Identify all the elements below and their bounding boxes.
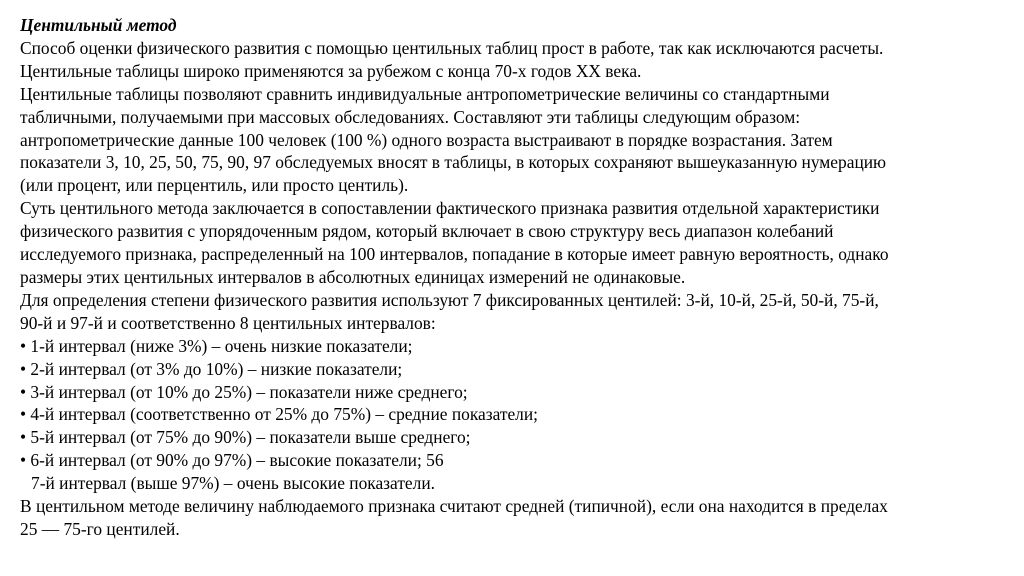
text-line: Для определения степени физического развития используют 7 фиксированных центилей: 3-й, 10-й, 25-й, 50-й, 75-й,: [20, 289, 879, 310]
document-page: [20, 14, 1010, 541]
text-line: Суть центильного метода заключается в сопоставлении фактического признака развития отдельной характеристики: [20, 198, 880, 219]
text-line: Способ оценки физического развития с помощью центильных таблиц прост в работе, так как исключаются расчеты.: [20, 37, 884, 58]
list-item: • 1-й интервал (ниже 3%) – очень низкие показатели;: [20, 335, 413, 356]
text-line: исследуемого признака, распределенный на 100 интервалов, попадание в которые имеет равную вероятность, однако: [20, 244, 889, 265]
list-item: • 5-й интервал (от 75% до 90%) – показатели выше среднего;: [20, 427, 471, 448]
text-line: Центильные таблицы позволяют сравнить индивидуальные антропометрические величины со стандартными: [20, 83, 830, 104]
text-line: табличными, получаемыми при массовых обследованиях. Составляют эти таблицы следующим образом:: [20, 106, 801, 127]
text-line: антропометрические данные 100 человек (100 %) одного возраста выстраивают в порядке возрастания. Затем: [20, 129, 833, 150]
list-item: • 3-й интервал (от 10% до 25%) – показатели ниже среднего;: [20, 381, 468, 402]
text-line: показатели 3, 10, 25, 50, 75, 90, 97 обследуемых вносят в таблицы, в которых сохраняют вышеуказанную нумерацию: [20, 152, 887, 173]
text-line: физического развития с упорядоченным рядом, который включает в свою структуру весь диапазон колебаний: [20, 221, 834, 242]
list-item: • 2-й интервал (от 3% до 10%) – низкие показатели;: [20, 358, 403, 379]
text-line: 25 — 75-го центилей.: [20, 518, 180, 539]
text-line: (или процент, или перцентиль, или просто центиль).: [20, 175, 409, 196]
text-line: размеры этих центильных интервалов в абсолютных единицах измерений не одинаковые.: [20, 266, 686, 287]
text-line: 90-й и 97-й и соответственно 8 центильных интервалов:: [20, 312, 436, 333]
list-item: • 4-й интервал (соответственно от 25% до 75%) – средние показатели;: [20, 404, 538, 425]
text-line: Центильные таблицы широко применяются за рубежом с конца 70-х годов XX века.: [20, 60, 642, 81]
document-title: Центильный метод: [20, 15, 177, 35]
list-item: • 6-й интервал (от 90% до 97%) – высокие показатели; 56: [20, 450, 444, 471]
text-line: В центильном методе величину наблюдаемого признака считают средней (типичной), если она находится в пределах: [20, 496, 888, 517]
list-item: 7-й интервал (выше 97%) – очень высокие показатели.: [31, 473, 435, 494]
